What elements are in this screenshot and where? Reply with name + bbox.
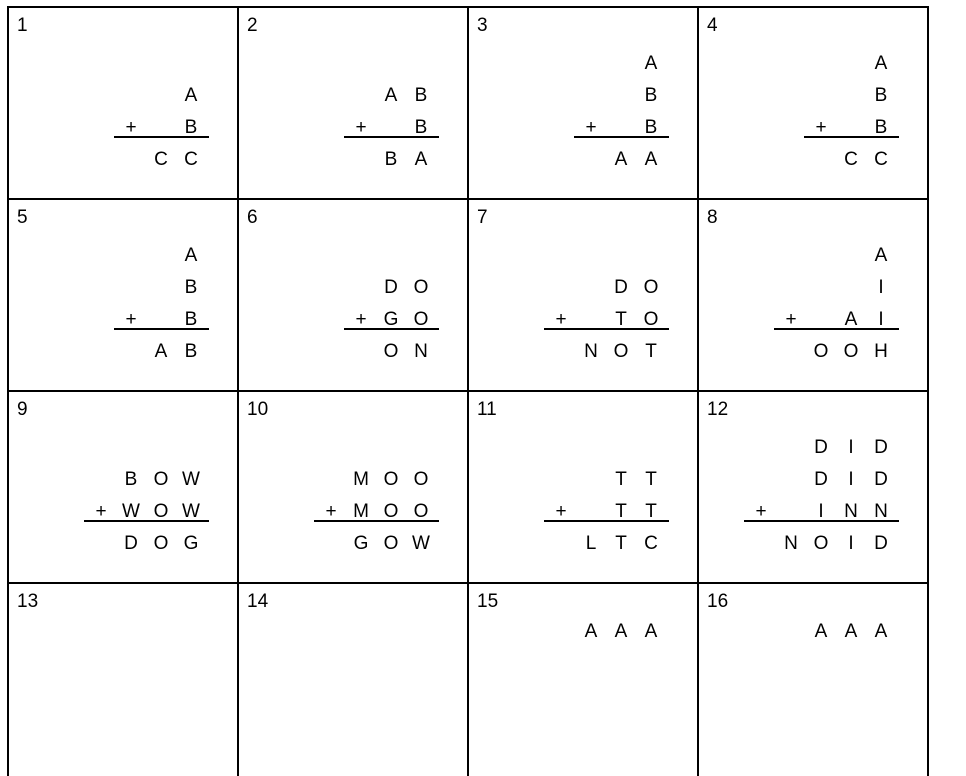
addend-letter: B (414, 117, 428, 138)
sum-letter: G (183, 533, 199, 554)
addend-letter: O (413, 501, 429, 522)
plus-sign: + (815, 117, 827, 138)
puzzle-number: 3 (477, 15, 488, 36)
plus-sign: + (95, 501, 107, 522)
addend-letter: G (383, 309, 399, 330)
addend-letter: D (384, 277, 398, 298)
addend-letter: B (124, 469, 138, 490)
sum-rule (114, 328, 209, 330)
addend-letter: M (353, 469, 369, 490)
addend-letter: W (182, 469, 200, 490)
sum-letter: A (644, 149, 658, 170)
addend-letter: O (383, 469, 399, 490)
puzzle-cell-1 (7, 6, 237, 200)
sum-letter: I (848, 533, 854, 554)
sum-letter: O (153, 533, 169, 554)
sum-rule (574, 136, 669, 138)
addend-letter: O (413, 277, 429, 298)
puzzle-number: 14 (247, 591, 269, 612)
addend-letter: I (848, 469, 854, 490)
sum-rule (544, 520, 669, 522)
addend-letter: D (874, 437, 888, 458)
addend-letter: D (874, 469, 888, 490)
sum-letter: T (645, 341, 657, 362)
addend-letter: I (818, 501, 824, 522)
addend-letter: W (182, 501, 200, 522)
addend-letter: B (644, 117, 658, 138)
addend-letter: B (184, 277, 198, 298)
addend-letter: I (848, 437, 854, 458)
sum-letter: O (813, 341, 829, 362)
puzzle-number: 15 (477, 591, 499, 612)
addend-letter: O (643, 277, 659, 298)
addend-letter: T (615, 501, 627, 522)
sum-letter: N (414, 341, 428, 362)
plus-sign: + (755, 501, 767, 522)
sum-letter: O (613, 341, 629, 362)
sum-rule (84, 520, 209, 522)
addend-letter: B (184, 117, 198, 138)
puzzle-number: 10 (247, 399, 269, 420)
plus-sign: + (785, 309, 797, 330)
sum-letter: W (412, 533, 430, 554)
sum-letter: G (353, 533, 369, 554)
addend-letter: A (874, 245, 888, 266)
puzzle-cell-2 (237, 6, 467, 200)
puzzle-cell-3 (467, 6, 697, 200)
puzzle-number: 16 (707, 591, 729, 612)
addend-letter: I (878, 277, 884, 298)
sum-letter: C (154, 149, 168, 170)
addend-letter: T (645, 469, 657, 490)
puzzle-cell-12 (697, 390, 929, 584)
puzzle-cell-15 (467, 582, 697, 776)
plus-sign: + (325, 501, 337, 522)
addend-letter: A (184, 245, 198, 266)
sum-rule (114, 136, 209, 138)
addend-letter: A (184, 85, 198, 106)
puzzle-cell-13 (7, 582, 237, 776)
addend-letter: O (413, 469, 429, 490)
addend-letter: A (384, 85, 398, 106)
addend-letter: T (615, 309, 627, 330)
sum-rule (804, 136, 899, 138)
sum-letter: D (124, 533, 138, 554)
plus-sign: + (555, 501, 567, 522)
puzzle-cell-4 (697, 6, 929, 200)
addend-letter: A (874, 53, 888, 74)
puzzle-number: 1 (17, 15, 28, 36)
addend-letter: A (614, 621, 628, 642)
sum-letter: L (585, 533, 597, 554)
addend-letter: D (814, 437, 828, 458)
sum-letter: O (383, 533, 399, 554)
puzzle-number: 13 (17, 591, 39, 612)
sum-letter: A (414, 149, 428, 170)
addend-letter: B (874, 117, 888, 138)
puzzle-number: 6 (247, 207, 258, 228)
addend-letter: B (414, 85, 428, 106)
addend-letter: A (644, 53, 658, 74)
sum-letter: T (615, 533, 627, 554)
puzzle-cell-5 (7, 198, 237, 392)
addend-letter: T (645, 501, 657, 522)
sum-letter: H (874, 341, 888, 362)
addend-letter: A (584, 621, 598, 642)
addend-letter: B (184, 309, 198, 330)
addend-letter: B (874, 85, 888, 106)
plus-sign: + (355, 117, 367, 138)
puzzle-number: 2 (247, 15, 258, 36)
sum-rule (344, 328, 439, 330)
addend-letter: N (844, 501, 858, 522)
sum-rule (774, 328, 899, 330)
addend-letter: O (153, 501, 169, 522)
puzzle-cell-14 (237, 582, 467, 776)
addend-letter: I (878, 309, 884, 330)
sum-rule (744, 520, 899, 522)
puzzle-cell-11 (467, 390, 697, 584)
puzzle-cell-9 (7, 390, 237, 584)
addend-letter: D (814, 469, 828, 490)
sum-letter: D (874, 533, 888, 554)
sum-rule (344, 136, 439, 138)
puzzle-number: 8 (707, 207, 718, 228)
addend-letter: B (644, 85, 658, 106)
puzzle-number: 7 (477, 207, 488, 228)
plus-sign: + (585, 117, 597, 138)
addend-letter: A (814, 621, 828, 642)
addend-letter: A (874, 621, 888, 642)
puzzle-number: 9 (17, 399, 28, 420)
addend-letter: T (615, 469, 627, 490)
sum-rule (314, 520, 439, 522)
puzzle-number: 4 (707, 15, 718, 36)
puzzle-cell-7 (467, 198, 697, 392)
plus-sign: + (555, 309, 567, 330)
puzzle-cell-6 (237, 198, 467, 392)
puzzle-number: 11 (477, 399, 497, 420)
plus-sign: + (125, 309, 137, 330)
addend-letter: A (844, 309, 858, 330)
sum-letter: O (813, 533, 829, 554)
sum-letter: O (843, 341, 859, 362)
puzzle-cell-16 (697, 582, 929, 776)
plus-sign: + (355, 309, 367, 330)
sum-letter: N (584, 341, 598, 362)
sum-letter: C (184, 149, 198, 170)
sum-letter: N (784, 533, 798, 554)
puzzle-cell-8 (697, 198, 929, 392)
addend-letter: N (874, 501, 888, 522)
addend-letter: A (844, 621, 858, 642)
addend-letter: A (644, 621, 658, 642)
sum-letter: B (184, 341, 198, 362)
sum-letter: B (384, 149, 398, 170)
addend-letter: O (153, 469, 169, 490)
puzzle-cell-10 (237, 390, 467, 584)
addend-letter: O (643, 309, 659, 330)
puzzle-number: 5 (17, 207, 28, 228)
addend-letter: M (353, 501, 369, 522)
sum-letter: O (383, 341, 399, 362)
sum-letter: A (614, 149, 628, 170)
sum-letter: C (844, 149, 858, 170)
addend-letter: O (383, 501, 399, 522)
puzzle-number: 12 (707, 399, 729, 420)
addend-letter: O (413, 309, 429, 330)
sum-letter: C (644, 533, 658, 554)
addend-letter: W (122, 501, 140, 522)
sum-letter: C (874, 149, 888, 170)
sum-letter: A (154, 341, 168, 362)
plus-sign: + (125, 117, 137, 138)
addend-letter: D (614, 277, 628, 298)
sum-rule (544, 328, 669, 330)
